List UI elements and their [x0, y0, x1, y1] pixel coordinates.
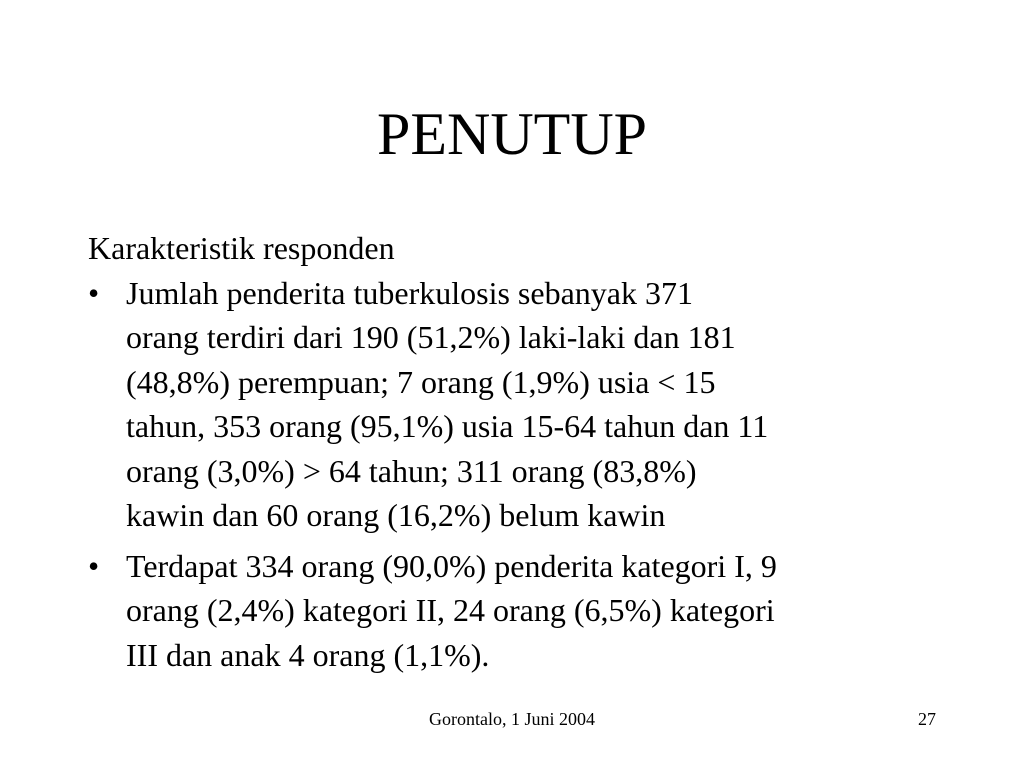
bullet-line: Jumlah penderita tuberkulosis sebanyak 371 [126, 274, 693, 311]
slide-content [88, 226, 948, 677]
bullet-icon: • [88, 274, 100, 311]
footer-location-date: Gorontalo, 1 Juni 2004 [429, 709, 595, 729]
bullet-line: orang (2,4%) kategori II, 24 orang (6,5%) kategori [126, 592, 775, 628]
section-heading: Karakteristik responden [88, 230, 395, 266]
bullet-line: III dan anak 4 orang (1,1%). [126, 636, 490, 673]
page-number: 27 [918, 709, 936, 729]
bullet-line: orang terdiri dari 190 (51,2%) laki-laki dan 181 [126, 319, 736, 355]
bullet-line: kawin dan 60 orang (16,2%) belum kawin [126, 497, 666, 533]
bullet-list [88, 271, 948, 678]
bullet-line: (48,8%) perempuan; 7 orang (1,9%) usia < 15 [126, 363, 716, 400]
bullet-icon: • [88, 547, 100, 584]
bullet-line: tahun, 353 orang (95,1%) usia 15-64 tahun dan 11 [126, 408, 769, 444]
bullet-item-patient-categories [88, 544, 948, 678]
bullet-line: Terdapat 334 orang (90,0%) penderita kategori I, 9 [126, 547, 777, 584]
slide-title: PENUTUP [376, 101, 648, 167]
bullet-item-respondent-characteristics [88, 271, 948, 538]
bullet-line: orang (3,0%) > 64 tahun; 311 orang (83,8%) [126, 452, 697, 489]
